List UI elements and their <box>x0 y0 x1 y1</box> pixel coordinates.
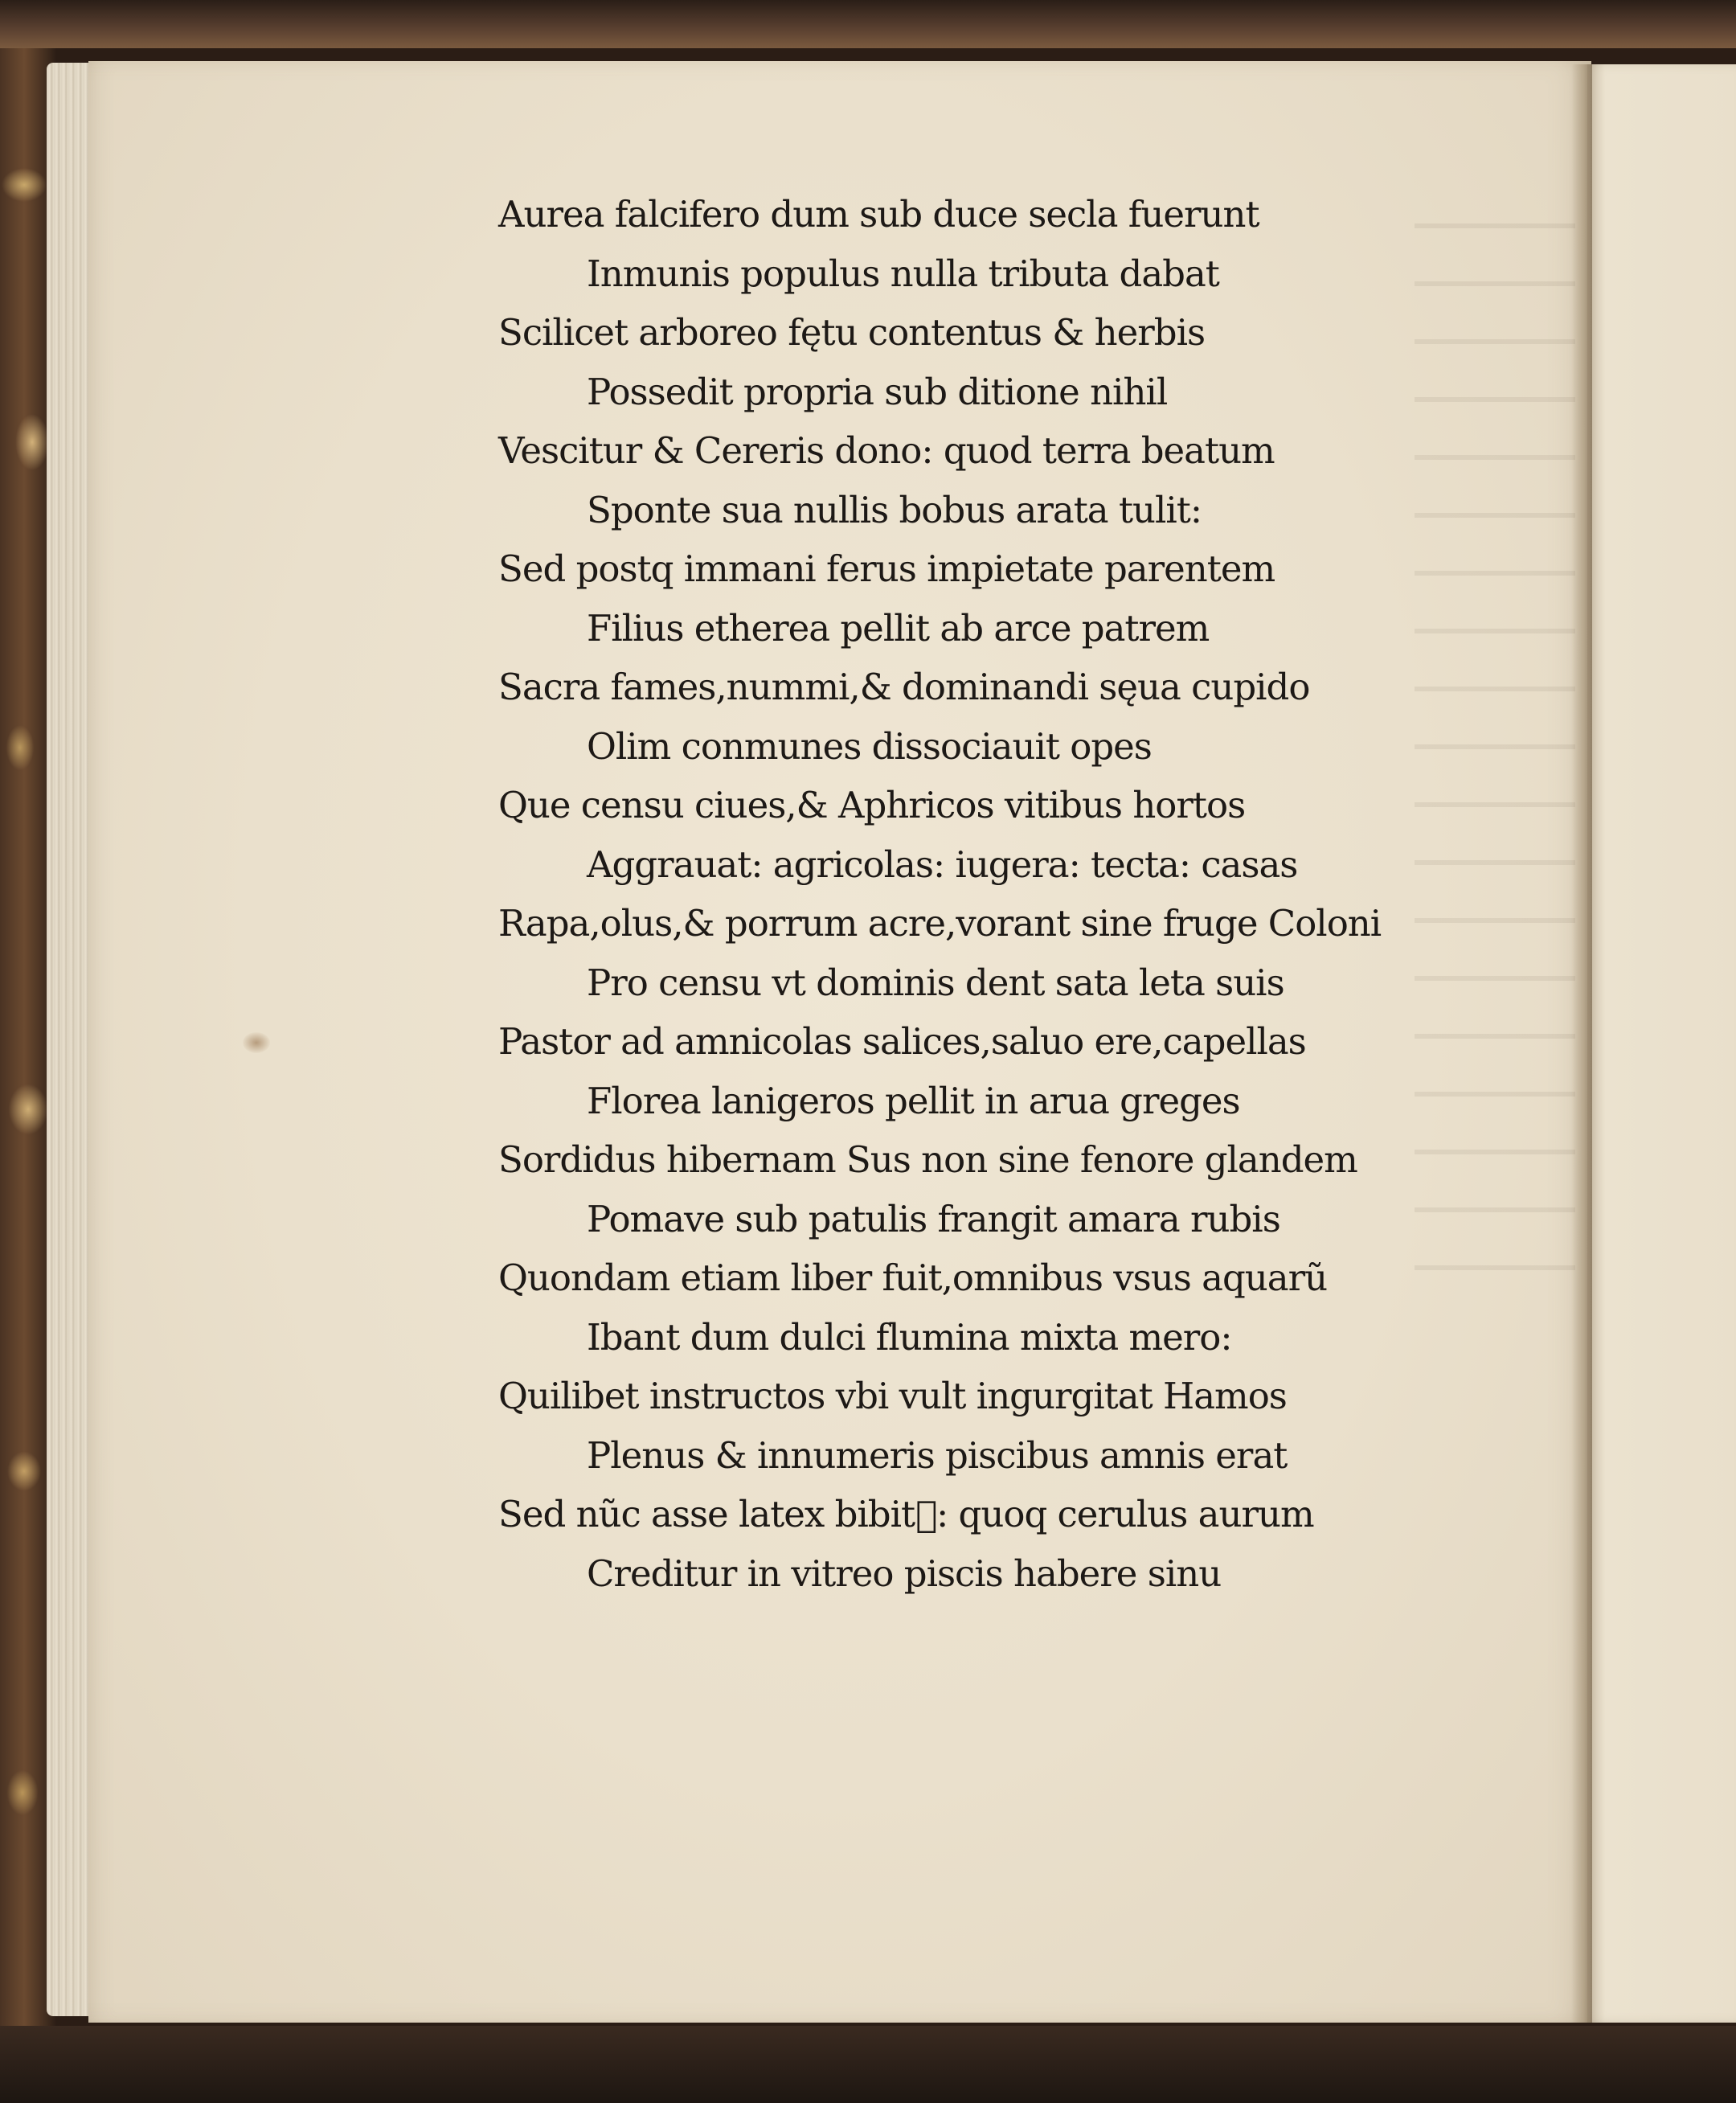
verse-line: Ibant dum dulci flumina mixta mero: <box>587 1315 1232 1359</box>
cover-top-edge <box>0 0 1736 48</box>
verse-line: Que censu ciues,& Aphricos vitibus hortos <box>498 784 1246 826</box>
page-stain <box>243 1032 270 1053</box>
verse-line: Sordidus hibernam Sus non sine fenore glandem <box>498 1138 1357 1181</box>
verse-line: Sponte sua nullis bobus arata tulit: <box>587 488 1202 531</box>
verse-line: Scilicet arboreo fętu contentus & herbis <box>498 311 1206 354</box>
verse-line: Creditur in vitreo piscis habere sinu <box>587 1552 1222 1595</box>
verse-line: Sed nũc asse latex bibitᷣ: quoq cerulus aurum <box>498 1493 1314 1535</box>
verse-line: Possedit propria sub ditione nihil <box>587 370 1168 413</box>
verse-line: Sed postq immani ferus impietate parentem <box>498 547 1275 590</box>
verse-line: Plenus & innumeris piscibus amnis erat <box>587 1433 1288 1477</box>
verse-line: Pro censu vt dominis dent sata leta suis <box>587 961 1284 1004</box>
verse-line: Pastor ad amnicolas salices,saluo ere,capellas <box>498 1020 1306 1063</box>
facing-page <box>1587 64 1736 2023</box>
verse-line: Florea lanigeros pellit in arua greges <box>587 1079 1240 1122</box>
verse-line: Olim conmunes dissociauit opes <box>587 724 1152 768</box>
verse-line: Quondam etiam liber fuit,omnibus vsus aquarũ <box>498 1256 1328 1299</box>
verse-line: Pomave sub patulis frangit amara rubis <box>587 1197 1280 1240</box>
verse-line: Quilibet instructos vbi vult ingurgitat Hamos <box>498 1375 1287 1417</box>
verse-line: Aggrauat: agricolas: iugera: tecta: casas <box>587 842 1298 886</box>
latin-verse-text <box>498 185 1447 1603</box>
cover-bottom-edge <box>0 2026 1736 2103</box>
verse-line: Filius etherea pellit ab arce patrem <box>587 606 1210 650</box>
verse-line: Sacra fames,nummi,& dominandi sęua cupido <box>498 666 1310 708</box>
verse-line: Rapa,olus,& porrum acre,vorant sine fruge Coloni <box>498 902 1382 945</box>
verse-line: Inmunis populus nulla tributa dabat <box>587 252 1219 295</box>
verse-line: Vescitur & Cereris dono: quod terra beatum <box>498 429 1275 472</box>
verse-line: Aurea falcifero dum sub duce secla fuerunt <box>498 193 1259 236</box>
